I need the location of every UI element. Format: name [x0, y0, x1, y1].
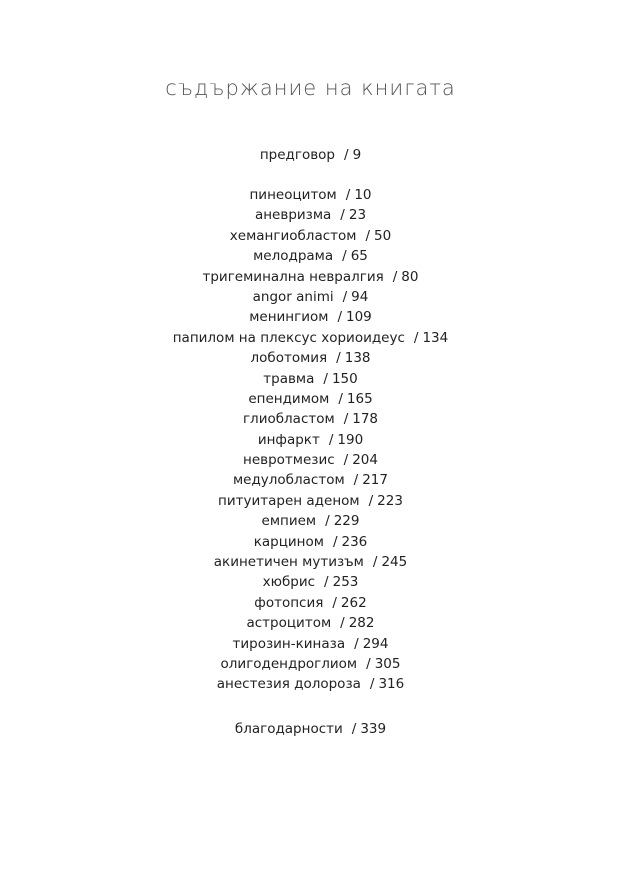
toc-entry [0, 511, 621, 531]
toc-separator: / [365, 227, 371, 244]
preface-entry-block [0, 145, 621, 165]
toc-entry [0, 572, 621, 592]
toc-entry-page: 138 [344, 350, 371, 367]
toc-entry-label: благодарности [234, 721, 343, 737]
toc-entry-label: лоботомия [250, 350, 328, 367]
toc-entry-preface [0, 145, 621, 165]
toc-entry-page: 236 [341, 533, 368, 550]
toc-separator: / [343, 411, 349, 428]
toc-entry-label: травма [263, 370, 315, 387]
toc-entry-label: астроцитом [246, 615, 332, 632]
toc-entry-label: глиобластом [242, 411, 335, 428]
toc-entry-label: предговор [259, 147, 336, 163]
toc-entry [0, 470, 621, 490]
toc-entry-acknowledgements [0, 719, 621, 739]
toc-entry-page: 109 [346, 309, 372, 326]
toc-entry-label: хемангиобластом [229, 227, 357, 244]
toc-entry [0, 674, 621, 694]
toc-entry [0, 593, 621, 613]
toc-entry-label: тригеминална невралгия [202, 268, 384, 285]
toc-entry [0, 634, 621, 654]
toc-entry [0, 450, 621, 470]
toc-separator: / [338, 390, 343, 407]
toc-entry-page: 217 [362, 472, 388, 489]
chapter-list [0, 185, 621, 695]
toc-entry-label: анестезия долороза [216, 676, 361, 693]
toc-separator: / [340, 615, 345, 632]
toc-separator: / [342, 288, 348, 305]
toc-separator: / [332, 594, 337, 611]
toc-entry [0, 226, 621, 246]
toc-entry [0, 348, 621, 368]
toc-entry-label: инфаркт [257, 431, 320, 448]
toc-entry-page: 9 [352, 147, 362, 163]
toc-entry-page: 229 [333, 513, 360, 530]
toc-entry [0, 205, 621, 225]
toc-separator: / [325, 513, 330, 530]
toc-entry [0, 654, 621, 674]
toc-entry-label: хюбрис [262, 574, 316, 591]
toc-entry-page: 178 [352, 411, 379, 428]
toc-entry-page: 223 [377, 492, 403, 509]
toc-entry [0, 491, 621, 511]
toc-entry [0, 307, 621, 327]
toc-entry-label: емпием [261, 513, 317, 530]
acknowledgements-entry-block [0, 719, 621, 739]
toc-entry [0, 246, 621, 266]
toc-entry-page: 94 [351, 288, 369, 305]
toc-separator: / [366, 655, 371, 672]
toc-entry [0, 389, 621, 409]
toc-separator: / [369, 676, 375, 693]
toc-entry-label: невротмезис [243, 452, 335, 469]
toc-entry-label: олигодендроглиом [220, 655, 358, 672]
toc-entry-page: 65 [350, 248, 368, 265]
toc-entry-page: 50 [374, 227, 392, 244]
toc-entry-page: 294 [362, 635, 389, 652]
toc-entry [0, 369, 621, 389]
toc-entry-label: пинеоцитом [249, 187, 337, 203]
toc-separator: / [372, 554, 378, 571]
toc-entry-label: тирозин-киназа [232, 635, 346, 652]
toc-entry-page: 10 [354, 187, 372, 203]
toc-entry-label: мелодрама [253, 248, 334, 265]
toc-entry-label: питуитарен аденом [218, 492, 360, 509]
toc-separator: / [353, 472, 359, 489]
toc-entry-page: 245 [381, 554, 408, 571]
toc-entry-label: медулобластом [232, 472, 345, 489]
toc-separator: / [354, 635, 359, 652]
toc-entry [0, 287, 621, 307]
toc-entry-page: 282 [348, 615, 375, 632]
toc-separator: / [340, 207, 345, 224]
toc-entry-label: фотопсия [254, 594, 324, 611]
toc-separator: / [323, 370, 328, 387]
toc-entry [0, 552, 621, 572]
toc-entry-page: 253 [332, 574, 359, 591]
toc-entry-label: angor animi [252, 288, 334, 305]
toc-entry-page: 150 [331, 370, 358, 387]
toc-entry-page: 23 [348, 207, 367, 224]
toc-entry-label: папилом на плексус хориоидеус [172, 329, 405, 346]
toc-separator: / [343, 452, 349, 469]
toc-separator: / [324, 574, 329, 591]
toc-separator: / [345, 187, 351, 203]
toc-entry-label: аневризма [254, 207, 332, 224]
toc-entry [0, 267, 621, 287]
toc-entry [0, 532, 621, 552]
toc-separator: / [328, 431, 334, 448]
toc-entry-label: карцином [253, 533, 324, 550]
toc-entry [0, 430, 621, 450]
toc-entry-page: 339 [360, 721, 387, 737]
toc-entry-page: 316 [378, 676, 405, 693]
toc-separator: / [344, 147, 349, 163]
toc-entry-page: 134 [422, 329, 449, 346]
toc-entry [0, 409, 621, 429]
toc-entry [0, 185, 621, 205]
toc-entry-page: 305 [374, 655, 401, 672]
toc-separator: / [413, 329, 419, 346]
toc-separator: / [342, 248, 347, 265]
toc-entry [0, 328, 621, 348]
toc-separator: / [392, 268, 398, 285]
toc-entry [0, 613, 621, 633]
toc-separator: / [368, 492, 374, 509]
toc-separator: / [332, 533, 338, 550]
toc-entry-page: 190 [337, 431, 364, 448]
contents-title: съдържание на книгата [165, 76, 456, 100]
toc-entry-label: епендимом [248, 390, 330, 407]
toc-entry-page: 165 [346, 390, 373, 407]
toc-entry-label: менингиом [249, 309, 329, 326]
toc-separator: / [351, 721, 357, 737]
toc-entry-page: 204 [352, 452, 378, 469]
toc-entry-page: 262 [340, 594, 367, 611]
toc-entry-label: акинетичен мутизъм [213, 554, 364, 571]
toc-entry-page: 80 [401, 268, 419, 285]
toc-separator: / [336, 350, 341, 367]
toc-separator: / [337, 309, 342, 326]
